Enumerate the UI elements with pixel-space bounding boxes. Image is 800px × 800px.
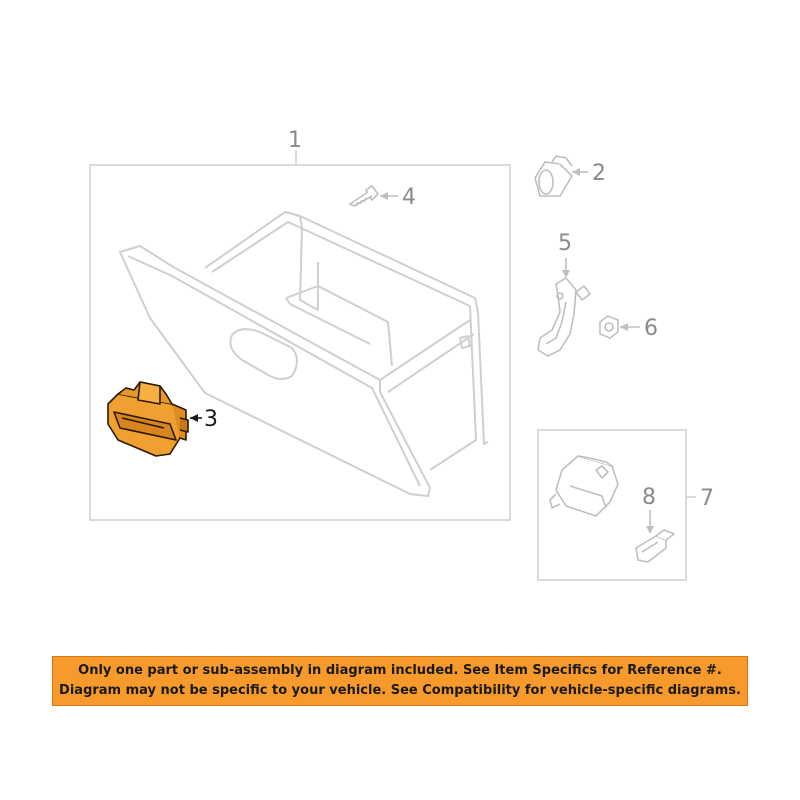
nut-part xyxy=(600,316,618,338)
arrowhead-5 xyxy=(562,270,570,278)
arrowhead-2 xyxy=(572,168,580,176)
damper-bracket-part xyxy=(538,278,590,356)
callout-8: 8 xyxy=(642,485,656,510)
disclaimer-line-2: Diagram may not be specific to your vehicle. See Compatibility for vehicle-specific diagrams. xyxy=(59,683,741,698)
assembly-box-7 xyxy=(538,430,686,580)
callout-1: 1 xyxy=(288,128,302,153)
glove-box-drawing xyxy=(120,212,488,496)
lamp-housing-part xyxy=(550,456,618,516)
disclaimer-banner xyxy=(52,656,748,706)
callout-5: 5 xyxy=(558,231,572,256)
arrowhead-8 xyxy=(646,526,654,534)
screw-part xyxy=(350,186,378,206)
arrowhead-3 xyxy=(190,414,198,422)
callout-3: 3 xyxy=(204,407,218,432)
callout-6: 6 xyxy=(644,316,658,341)
glove-box-lock-part-highlighted xyxy=(108,382,188,456)
arrowhead-4 xyxy=(380,192,388,200)
bulb-part xyxy=(636,530,674,562)
disclaimer-line-1: Only one part or sub-assembly in diagram included. See Item Specifics for Reference #. xyxy=(78,663,722,678)
bumper-stop-part xyxy=(535,156,572,196)
callout-4: 4 xyxy=(402,185,416,210)
arrowhead-6 xyxy=(620,323,628,331)
callout-2: 2 xyxy=(592,161,606,186)
callout-7: 7 xyxy=(700,486,714,511)
